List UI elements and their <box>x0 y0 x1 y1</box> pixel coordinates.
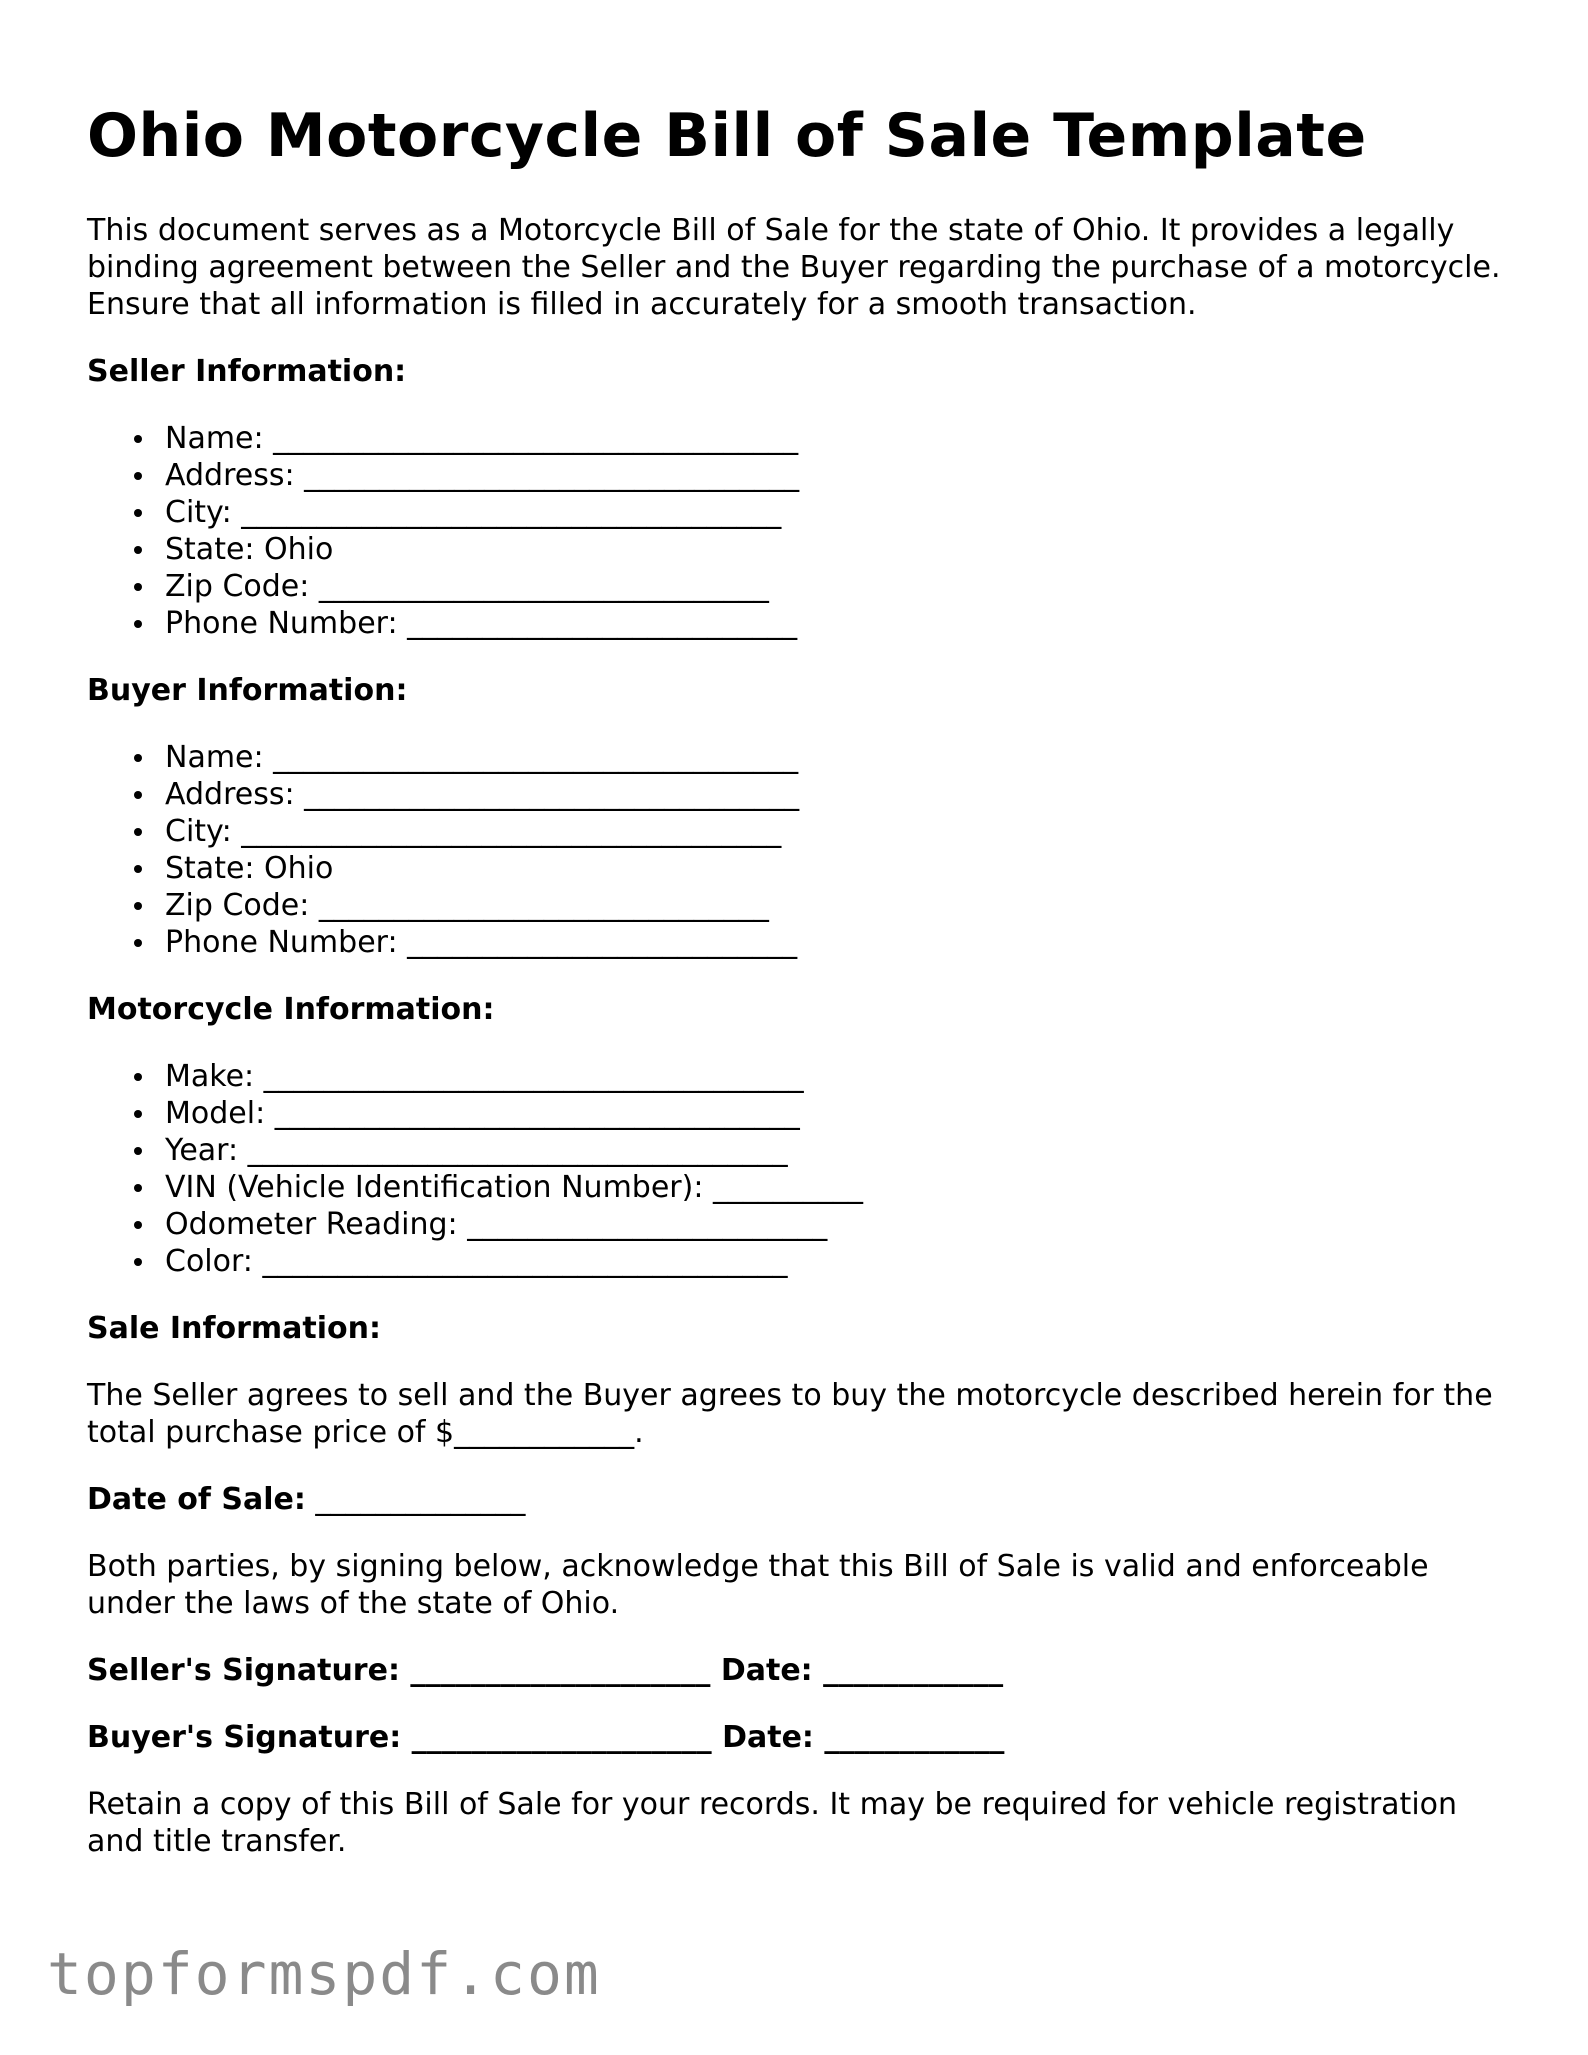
date-of-sale-label: Date of Sale: <box>87 1482 306 1517</box>
motorcycle-make-field[interactable]: Make: ____________________________________ <box>165 1058 1507 1095</box>
seller-address-field[interactable]: Address: _________________________________ <box>165 457 1507 494</box>
buyer-heading: Buyer Information: <box>87 673 408 708</box>
seller-city-field[interactable]: City: ____________________________________ <box>165 494 1507 531</box>
seller-name-field[interactable]: Name: ___________________________________ <box>165 420 1507 457</box>
motorcycle-heading: Motorcycle Information: <box>87 992 495 1027</box>
seller-fields <box>87 420 1507 642</box>
intro-paragraph: This document serves as a Motorcycle Bill of Sale for the state of Ohio. It provides a legally binding agreement between the Seller and the Buyer regarding the purchase of a motorcycle. Ensure that all information is filled in accurately for a smooth transaction. <box>87 213 1501 322</box>
seller-zip-field[interactable]: Zip Code: ______________________________ <box>165 568 1507 605</box>
retain-note: Retain a copy of this Bill of Sale for your records. It may be required for vehicle registration and title transfer. <box>87 1787 1458 1859</box>
buyer-zip-field[interactable]: Zip Code: ______________________________ <box>165 887 1507 924</box>
watermark: topformspdf.com <box>47 1940 601 2008</box>
seller-heading: Seller Information: <box>87 354 407 389</box>
sale-price-paragraph[interactable]: The Seller agrees to sell and the Buyer agrees to buy the motorcycle described herein for the total purchase price of $____________. <box>87 1378 1493 1450</box>
motorcycle-color-field[interactable]: Color: ___________________________________ <box>165 1243 1507 1280</box>
date-of-sale-line[interactable] <box>87 1481 1507 1518</box>
page-title: Ohio Motorcycle Bill of Sale Template <box>87 101 1367 171</box>
buyer-fields <box>87 739 1507 961</box>
buyer-name-field[interactable]: Name: ___________________________________ <box>165 739 1507 776</box>
buyer-state-field: State: Ohio <box>165 850 1507 887</box>
motorcycle-odometer-field[interactable]: Odometer Reading: ________________________ <box>165 1206 1507 1243</box>
document-page <box>87 100 1507 1860</box>
buyer-address-field[interactable]: Address: _________________________________ <box>165 776 1507 813</box>
seller-phone-field[interactable]: Phone Number: __________________________ <box>165 605 1507 642</box>
motorcycle-year-field[interactable]: Year: ____________________________________ <box>165 1132 1507 1169</box>
sale-heading: Sale Information: <box>87 1311 381 1346</box>
seller-state-field: State: Ohio <box>165 531 1507 568</box>
seller-signature-line[interactable]: Seller's Signature: ____________________ Date: ____________ <box>87 1653 1004 1688</box>
motorcycle-model-field[interactable]: Model: ___________________________________ <box>165 1095 1507 1132</box>
date-of-sale-blank[interactable]: ______________ <box>315 1482 526 1517</box>
motorcycle-fields <box>87 1058 1507 1280</box>
acknowledgement-paragraph: Both parties, by signing below, acknowledge that this Bill of Sale is valid and enforceable under the laws of the state of Ohio. <box>87 1549 1429 1621</box>
motorcycle-vin-field[interactable]: VIN (Vehicle Identification Number): __________ <box>165 1169 1507 1206</box>
buyer-phone-field[interactable]: Phone Number: __________________________ <box>165 924 1507 961</box>
buyer-city-field[interactable]: City: ____________________________________ <box>165 813 1507 850</box>
buyer-signature-line[interactable]: Buyer's Signature: ____________________ Date: ____________ <box>87 1720 1005 1755</box>
